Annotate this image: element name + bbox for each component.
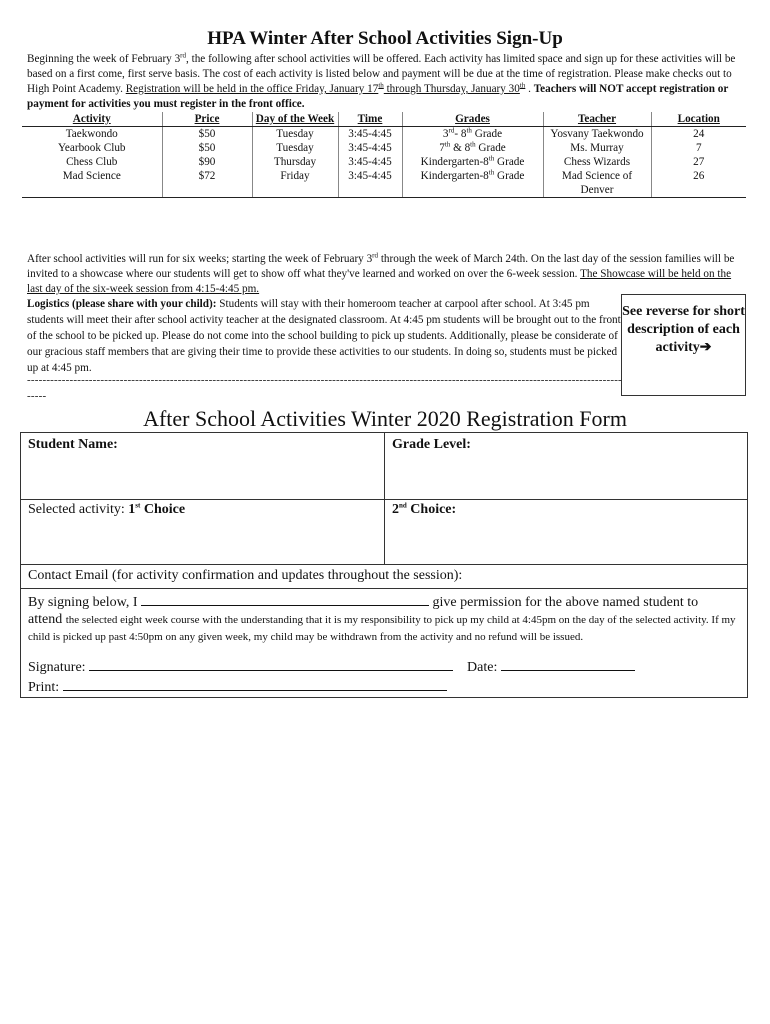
second-choice-label: 2 <box>392 502 399 517</box>
second-choice-sup: nd <box>399 501 407 510</box>
teacher-cell: Ms. Murray <box>543 141 651 155</box>
time-cell: 3:45-4:45 <box>338 127 402 142</box>
intro-sup: rd <box>180 51 187 60</box>
grades-text: 3 <box>442 128 449 140</box>
grades-text: 7 <box>439 142 445 154</box>
location-cell: 24 <box>651 127 746 142</box>
logistics-paragraph <box>27 296 621 376</box>
time-cell: 3:45-4:45 <box>338 141 402 155</box>
teacher-cell: Mad Science of Denver <box>543 169 651 198</box>
consent-statement <box>28 592 742 645</box>
intro-text: . <box>525 83 534 95</box>
grades-text: Grade <box>471 128 503 140</box>
table-row <box>22 155 746 169</box>
registration-dates: through Thursday, January 30 <box>383 83 520 95</box>
column-header: Location <box>651 112 746 127</box>
print-label: Print: <box>28 680 63 695</box>
grades-text: Kindergarten-8 <box>420 156 489 168</box>
date-blank[interactable] <box>501 657 635 671</box>
intro-paragraph <box>27 52 745 112</box>
grade-level-field[interactable] <box>385 433 747 500</box>
intro-text: Beginning the week of February 3 <box>27 53 181 65</box>
first-choice-label: 1 <box>128 502 136 517</box>
cut-line: --------------------------------------------------------------------------------------------------------------------------------------------------------------- <box>27 374 622 402</box>
intro-sup: th <box>378 81 384 90</box>
first-choice-label: Choice <box>140 502 186 517</box>
showcase-date: The Showcase will be held on the last day of the six-week session from 4:15-4:45 pm. <box>27 268 732 295</box>
grades-text: - 8 <box>454 128 467 140</box>
activity-cell: Taekwondo <box>65 128 118 140</box>
form-title: After School Activities Winter 2020 Registration Form <box>143 406 627 431</box>
grades-sup: th <box>470 140 476 149</box>
grades-cell <box>402 127 543 142</box>
consent-fine-print: the selected eight week course with the understanding that it is my responsibility to pick up my child at 4:45pm on the day of the selected activity. If my child is picked up past 4:50pm on any given week, my child may be withdrawn from the activity and no refund will be issued. <box>28 614 736 643</box>
registration-dates: Registration will be held in the office Friday, January 17 <box>125 83 379 95</box>
intro-sup: th <box>519 81 526 90</box>
consent-text: give permission for the above named student to <box>429 595 699 610</box>
day-cell: Thursday <box>252 155 338 169</box>
see-reverse-note <box>621 294 746 396</box>
teacher-cell: Yosvany Taekwondo <box>543 127 651 142</box>
registration-form <box>20 432 748 698</box>
grades-sup: th <box>466 126 472 135</box>
showcase-sup: rd <box>372 251 379 260</box>
print-row <box>28 677 447 696</box>
column-header: Time <box>338 112 402 127</box>
intro-text: , the following after school activities will be offered. Each activity has limited space and sign up for these activities will be based on a first come, first serve basis. The cost of each activity is listed below and payment will be due at the time of registration. Please make checks out to High Point Academy. <box>27 53 736 95</box>
grades-text: Kindergarten-8 <box>420 170 489 182</box>
time-cell: 3:45-4:45 <box>338 155 402 169</box>
column-header: Teacher <box>543 112 651 127</box>
column-header: Day of the Week <box>252 112 338 127</box>
activity-cell: Chess Club <box>66 156 118 168</box>
activity-cell: Yearbook Club <box>57 142 126 154</box>
print-blank[interactable] <box>63 677 447 691</box>
grades-cell <box>402 169 543 198</box>
teacher-cell: Chess Wizards <box>543 155 651 169</box>
grades-sup: rd <box>448 126 455 135</box>
showcase-text: After school activities will run for six weeks; starting the week of February 3 <box>27 253 373 265</box>
day-cell: Tuesday <box>252 127 338 142</box>
first-choice-label: Selected activity: <box>28 502 129 517</box>
location-cell: 27 <box>651 155 746 169</box>
see-reverse-text: See reverse for short description of each activity➔ <box>622 304 745 355</box>
first-choice-sup: st <box>135 501 141 510</box>
column-header: Activity <box>22 112 162 127</box>
activities-table <box>22 112 746 198</box>
table-row <box>22 127 746 142</box>
first-choice-field[interactable] <box>21 500 385 565</box>
time-cell: 3:45-4:45 <box>338 169 402 198</box>
logistics-label: Logistics (please share with your child): <box>27 298 217 310</box>
column-header: Grades <box>402 112 543 127</box>
price-cell: $90 <box>162 155 252 169</box>
day-cell: Tuesday <box>252 141 338 155</box>
second-choice-field[interactable] <box>385 500 747 565</box>
activity-cell: Mad Science <box>22 169 162 198</box>
day-cell: Friday <box>252 169 338 198</box>
price-cell: $50 <box>162 141 252 155</box>
grades-text: Grade <box>494 170 525 182</box>
second-choice-label: Choice: <box>406 502 457 517</box>
date-label: Date: <box>467 660 501 675</box>
showcase-text: through the week of March 24th. On the last day of the session families will be invited to a showcase where our students will get to show off what they've learned and worked on over the 6-week session. <box>27 253 735 280</box>
column-header: Price <box>162 112 252 127</box>
registration-warning: Teachers will NOT accept registration or payment for activities you must register in the front office. <box>27 83 729 110</box>
contact-email-label: Contact Email (for activity confirmation and updates throughout the session): <box>28 568 463 583</box>
grades-cell <box>402 155 543 169</box>
showcase-paragraph <box>27 252 745 297</box>
location-cell: 26 <box>651 169 746 198</box>
grade-level-label: Grade Level: <box>392 437 471 452</box>
table-header-row <box>22 112 746 127</box>
price-cell: $72 <box>162 169 252 198</box>
location-cell: 7 <box>651 141 746 155</box>
grades-text: & 8 <box>450 142 471 154</box>
table-row <box>22 169 746 198</box>
grades-sup: th <box>444 140 451 149</box>
parent-name-blank[interactable] <box>141 592 429 606</box>
consent-text: attend <box>28 612 66 627</box>
logistics-text: Students will stay with their homeroom teacher at carpool after school. At 3:45 pm students will meet their after school activity teacher at the designated classroom. At 4:45 pm students will be brought out to the front of the school to be picked up. Please do not come into the school building to pick up students. Additionally, please be considerate of our gracious staff members that are giving their time to provide these activities to our students. In doing so, students must be picked up at 4:45 pm. <box>27 298 621 374</box>
price-cell: $50 <box>162 127 252 142</box>
grades-sup: th <box>488 154 495 163</box>
table-row <box>22 141 746 155</box>
document-title: HPA Winter After School Activities Sign-Up <box>207 28 563 49</box>
consent-text: By signing below, I <box>28 595 142 610</box>
contact-email-field[interactable] <box>21 565 747 589</box>
grades-cell <box>402 141 543 155</box>
grades-sup: th <box>488 168 495 177</box>
signature-label: Signature: <box>28 660 90 675</box>
student-name-field[interactable] <box>21 433 385 500</box>
signature-blank[interactable] <box>89 657 453 671</box>
grades-text: Grade <box>494 156 525 168</box>
student-name-label: Student Name: <box>28 437 118 452</box>
grades-text: Grade <box>475 142 506 154</box>
signature-row <box>28 657 635 676</box>
